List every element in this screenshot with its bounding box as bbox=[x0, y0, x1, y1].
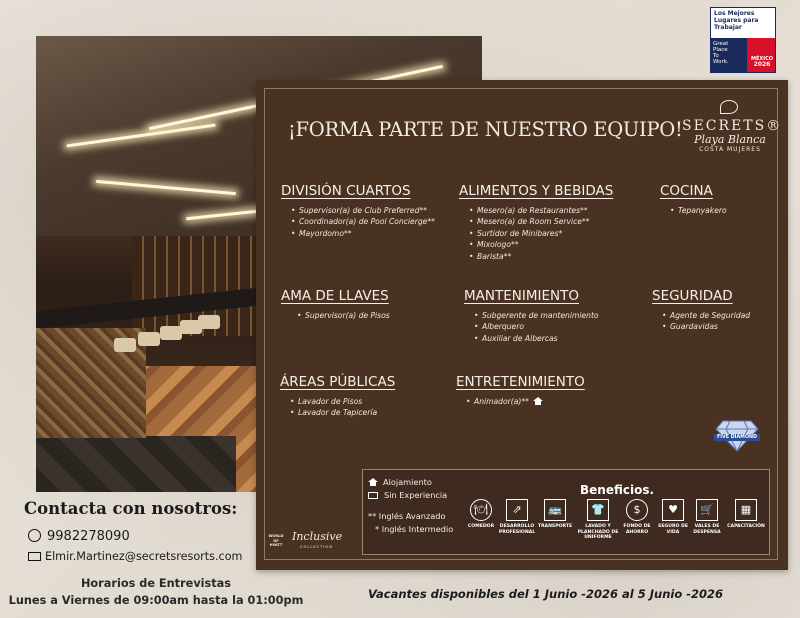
benefit-label: TRANSPORTE bbox=[537, 524, 573, 529]
position-item: • Subgerente de mantenimiento bbox=[474, 310, 599, 321]
training-icon: ▦ bbox=[735, 499, 757, 521]
benefit-vales bbox=[688, 499, 726, 535]
contact-heading: Contacta con nosotros: bbox=[24, 499, 238, 518]
gptw-line: Trabajar bbox=[714, 24, 742, 31]
benefits-title: Beneficios. bbox=[580, 483, 655, 497]
section-areas-publicas bbox=[280, 374, 395, 419]
bar-stool bbox=[160, 326, 182, 340]
position-list bbox=[652, 310, 750, 333]
benefit-fondo bbox=[618, 499, 656, 535]
section-entretenimiento bbox=[456, 374, 585, 407]
briefcase-icon bbox=[368, 492, 378, 499]
brand-name: SECRETS® bbox=[682, 118, 783, 134]
house-icon bbox=[368, 478, 377, 486]
contact-email[interactable] bbox=[28, 550, 242, 563]
benefit-label: CAPACITACIÓN bbox=[727, 524, 765, 529]
position-item: • Mesero(a) de Room Service** bbox=[469, 216, 613, 227]
brand-logos bbox=[268, 530, 358, 554]
mail-icon bbox=[28, 552, 41, 561]
gptw-country bbox=[749, 56, 775, 68]
position-item: • Auxiliar de Albercas bbox=[474, 333, 599, 344]
inclusive-logo: Inclusive bbox=[292, 530, 343, 543]
email-address: Elmir.Martinez@secretsresorts.com bbox=[45, 550, 243, 563]
section-seguridad bbox=[652, 288, 750, 333]
position-item: • Supervisor(a) de Pisos bbox=[297, 310, 390, 321]
five-diamond-label: FIVE DIAMOND bbox=[716, 435, 758, 440]
hours-detail: Lunes a Viernes de 09:00am hasta la 01:00pm bbox=[8, 594, 304, 607]
legend-ingles-intermedio: * Inglés Intermedio bbox=[375, 524, 454, 534]
position-item: • Barista** bbox=[469, 251, 613, 262]
growth-icon: ⇗ bbox=[506, 499, 528, 521]
section-cocina bbox=[660, 183, 727, 216]
position-list bbox=[464, 310, 599, 344]
heart-hand-icon: ♥ bbox=[662, 499, 684, 521]
gptw-badge-line: Work. bbox=[713, 59, 729, 65]
hours-heading: Horarios de Entrevistas bbox=[80, 577, 232, 590]
legend-sin-experiencia bbox=[368, 489, 453, 502]
legend-label: Sin Experiencia bbox=[384, 490, 448, 500]
gptw-badge bbox=[711, 38, 747, 72]
section-mantenimiento bbox=[464, 288, 599, 344]
benefit-lavado bbox=[575, 499, 621, 541]
benefit-label: COMEDOR bbox=[467, 524, 495, 529]
five-diamond-logo bbox=[714, 418, 760, 454]
phone-number: 9982278090 bbox=[47, 529, 130, 544]
section-ama-de-llaves bbox=[281, 288, 390, 321]
benefit-comedor bbox=[462, 499, 500, 530]
position-item: • Mixologo** bbox=[469, 239, 613, 250]
grocery-icon: 🛒 bbox=[696, 499, 718, 521]
benefit-label: DESARROLLO PROFESIONAL bbox=[498, 524, 536, 535]
page-title: ¡FORMA PARTE DE NUESTRO EQUIPO! bbox=[288, 118, 683, 141]
position-list bbox=[287, 310, 390, 321]
piggy-bank-icon: $ bbox=[626, 499, 648, 521]
bar-stool bbox=[114, 338, 136, 352]
section-title: AMA DE LLAVES bbox=[281, 288, 389, 304]
position-item: • Guardavidas bbox=[662, 321, 750, 332]
whatsapp-icon bbox=[28, 529, 41, 542]
section-title: ALIMENTOS Y BEBIDAS bbox=[459, 183, 614, 199]
position-item: • Lavador de Tapicería bbox=[290, 407, 395, 418]
section-title: COCINA bbox=[660, 183, 713, 199]
section-title: DIVISIÓN CUARTOS bbox=[281, 183, 411, 199]
legend-alojamiento bbox=[368, 476, 453, 489]
secrets-mark-icon bbox=[720, 100, 738, 114]
gptw-line: Lugares para bbox=[714, 17, 759, 24]
position-list bbox=[456, 396, 585, 407]
gptw-year: 2026 bbox=[753, 61, 771, 68]
contact-phone[interactable] bbox=[28, 529, 130, 544]
shirt-icon: 👕 bbox=[587, 499, 609, 521]
benefit-transporte bbox=[536, 499, 574, 530]
house-icon bbox=[533, 397, 542, 405]
position-item: • Tepanyakero bbox=[670, 205, 727, 216]
legend-ingles-avanzado: ** Inglés Avanzado bbox=[368, 511, 446, 521]
position-item: • Alberquero bbox=[474, 321, 599, 332]
position-list bbox=[281, 205, 435, 239]
section-alimentos-bebidas bbox=[459, 183, 613, 262]
brand-sub: Playa Blanca bbox=[694, 133, 766, 146]
secrets-logo bbox=[682, 118, 783, 153]
world-of-hyatt-logo: WORLD OF HYATT bbox=[268, 534, 284, 547]
benefit-desarrollo bbox=[498, 499, 536, 535]
benefit-seguro bbox=[654, 499, 692, 535]
bar-stool bbox=[138, 332, 160, 346]
gptw-text bbox=[711, 8, 775, 38]
great-place-to-work-logo bbox=[710, 7, 776, 73]
collection-label: COLLECTION bbox=[300, 545, 333, 549]
position-item: • Surtidor de Minibares* bbox=[469, 228, 613, 239]
legend bbox=[368, 476, 453, 536]
gptw-line: Los Mejores bbox=[714, 10, 755, 17]
gptw-badge-line: Great bbox=[713, 41, 729, 47]
section-division-cuartos bbox=[281, 183, 435, 239]
bus-icon: 🚌 bbox=[544, 499, 566, 521]
benefit-capacitacion bbox=[724, 499, 768, 530]
gptw-badge-line: To bbox=[713, 53, 719, 59]
position-item: • Supervisor(a) de Club Preferred** bbox=[291, 205, 435, 216]
benefit-label: LAVADO Y PLANCHADO DE UNIFORME bbox=[577, 524, 619, 540]
gptw-country-label: MÉXICO bbox=[750, 56, 774, 62]
position-item: • Mayordomo** bbox=[291, 228, 435, 239]
position-item bbox=[466, 396, 585, 407]
benefit-label: FONDO DE AHORRO bbox=[623, 524, 651, 535]
position-list bbox=[459, 205, 613, 262]
position-list bbox=[660, 205, 727, 216]
brand-location: COSTA MUJERES bbox=[699, 146, 761, 153]
gptw-badge-line: Place bbox=[713, 47, 728, 53]
floor-dark bbox=[36, 436, 236, 492]
bar-stool bbox=[198, 315, 220, 329]
dining-icon: 🍽 bbox=[470, 499, 492, 521]
section-title: ÁREAS PÚBLICAS bbox=[280, 374, 396, 390]
vacancy-dates: Vacantes disponibles del 1 Junio -2026 al 5 Junio -2026 bbox=[368, 587, 724, 601]
section-title: SEGURIDAD bbox=[652, 288, 733, 304]
benefits-list bbox=[462, 499, 768, 549]
section-title: ENTRETENIMIENTO bbox=[456, 374, 585, 390]
position-item: • Agente de Seguridad bbox=[662, 310, 750, 321]
position-item: • Coordinador(a) de Pool Concierge** bbox=[291, 216, 435, 227]
position-item: • Lavador de Pisos bbox=[290, 396, 395, 407]
benefit-label: VALES DE DESPENSA bbox=[693, 524, 721, 535]
position-label: Animador(a)** bbox=[474, 397, 529, 406]
legend-label: Alojamiento bbox=[383, 477, 432, 487]
position-item: • Mesero(a) de Restaurantes** bbox=[469, 205, 613, 216]
benefit-label: SEGURO DE VIDA bbox=[658, 524, 688, 535]
section-title: MANTENIMIENTO bbox=[464, 288, 579, 304]
position-list bbox=[280, 396, 395, 419]
